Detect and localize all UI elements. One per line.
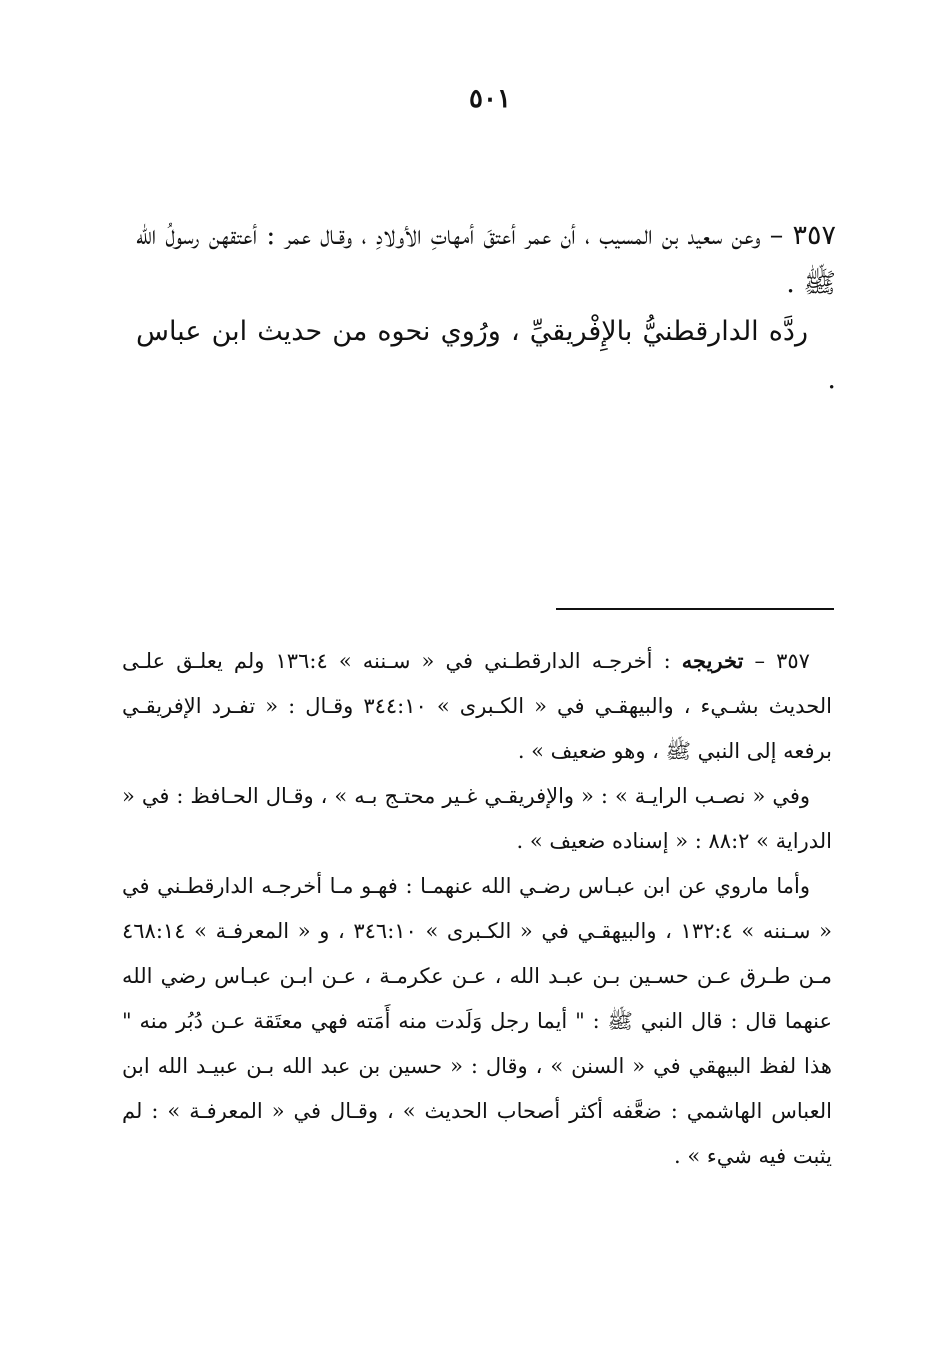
footnote-text: : أخرجـه الدارقطـني في « سـننه » ١٣٦:٤ ولم يعلـق علـى الحديث بشـيء ، والبيهقـي في « الكـبرى » ٣٤٤:١٠ وقـال : « تفـرد الإفريقـي برفعه إلى النبي ﷺ ، وهو ضعيف » . — [122, 649, 832, 763]
main-text-block — [136, 212, 836, 404]
footnotes-block — [122, 638, 832, 1179]
footnote-paragraph — [122, 638, 832, 774]
footnote-paragraph: وأما ماروي عن ابن عبـاس رضـي الله عنهمـا : فهـو مـا أخرجـه الدارقطـني في « سـننه » ١٣٢:٤ ، والبيهقـي في « الكـبرى » ٣٤٦:١٠ ، و « المعرفـة » ٤٦٨:١٤ مـن طـرق عـن حسـين بـن عبـد الله ، عـن عكرمـة ، عـن ابـن عبـاس رضي الله عنهما قال : قال النبي ﷺ : " أيما رجل وَلَدت منه أَمَته فهي معتَقة عـن دُبُر منه " هذا لفظ البيهقي في « السنن » ، وقال : « حسين بن عبد الله بـن عبيـد الله ابن العباس الهاشمي : ضعَّفه أكثر أصحاب الحديث » ، وقـال في « المعرفـة » : لم يثبت فيه شيء » . — [122, 874, 832, 1168]
footnote-label: تخريجه — [681, 648, 744, 673]
commentary-paragraph: ردَّه الدارقطنيُّ بالإِفْريقيِّ ، ورُوي نحوه من حديث ابن عباس . — [136, 316, 836, 395]
footnote-number: ٣٥٧ – — [754, 649, 810, 673]
hadith-paragraph: ٣٥٧ – وعن سعيد بن المسيب ، أن عمر أعتقَ أمهاتِ الأولادِ ، وقـال عمر : أعتقهن رسولُ الله ﷺ . — [136, 220, 836, 299]
footnote-paragraph: وفي « نصـب الرايـة » : « والإفريقـي غـير محتـج بـه » ، وقـال الحـافظ : في « الدراية » ٨٨:٢ : « إسناده ضعيف » . — [122, 784, 832, 853]
footnote-divider — [556, 608, 834, 610]
page-number: ٥٠١ — [469, 84, 511, 114]
